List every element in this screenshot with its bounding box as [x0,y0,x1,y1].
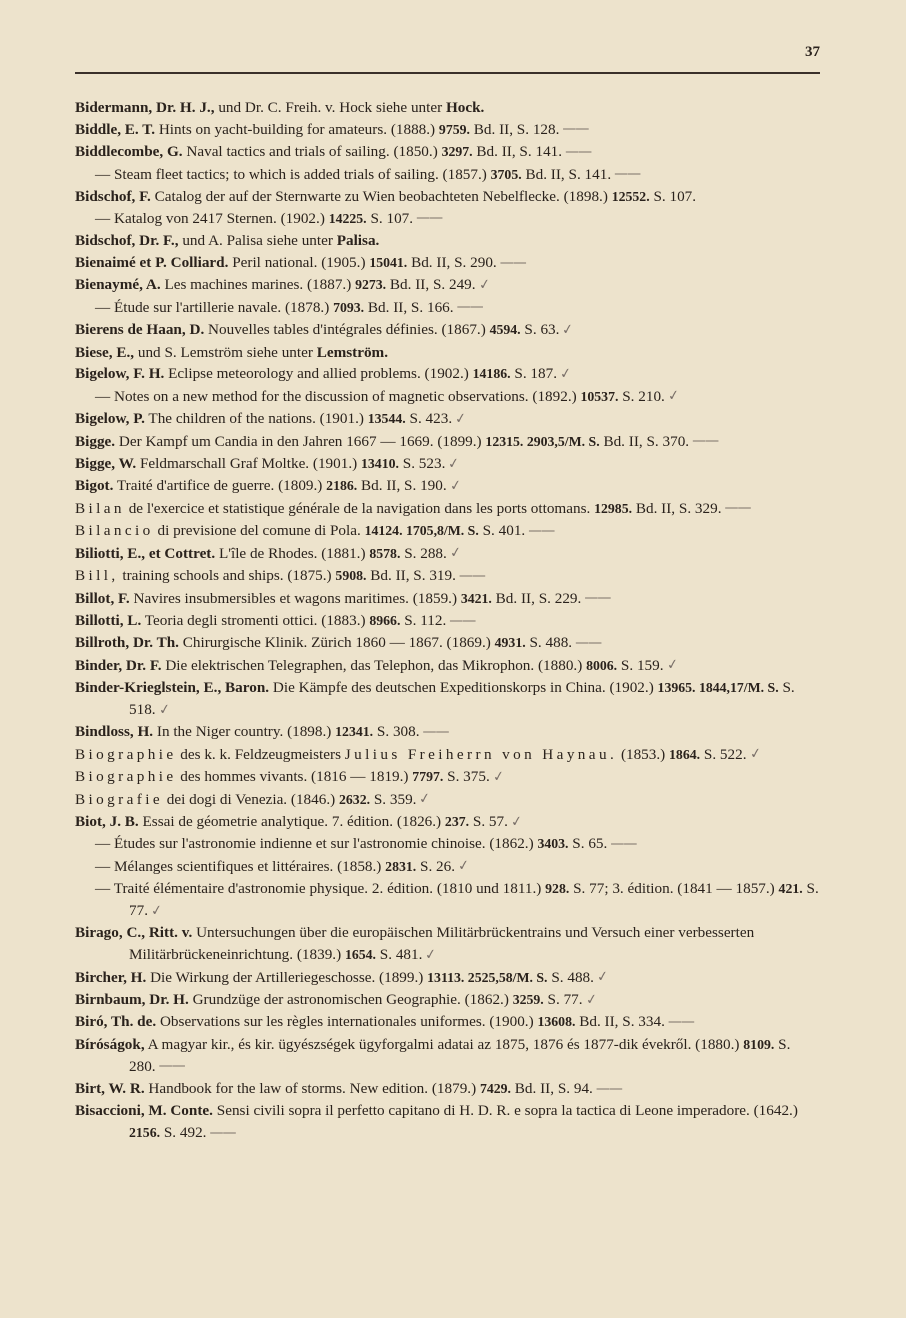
catalog-entry [75,811,820,833]
catalog-entry [75,319,820,341]
entry-number: 13113. [427,969,465,985]
catalog-entry [75,632,820,654]
checkmark-icon: ✓ [595,968,610,986]
entry-location: S. 488. [525,634,573,652]
entry-reference: Lemström. [316,343,388,361]
entry-author: Bigelow, F. H. [75,365,165,383]
entry-author: Bisaccioni, M. Conte. [75,1102,213,1120]
checkmark-icon: ✓ [424,946,439,964]
catalog-entry [75,1034,820,1078]
entry-number: 8006. [586,657,618,673]
entry-title: Traité élémentaire d'astronomie physique. 2. édition. (1810 und 1811.) [110,880,546,898]
entry-title: Nouvelles tables d'intégrales définies. (1867.) [204,321,490,339]
entry-author: Billotti, L. [75,611,142,629]
entry-author: Biliotti, E., et Cottret. [75,544,216,562]
entry-number: 1654. [344,947,376,963]
entry-title: und Dr. C. Freih. v. Hock siehe unter [214,99,446,116]
entry-title: Die Kämpfe des deutschen Expeditionskorps in China. (1902.) [269,679,658,697]
entry-dash: — [95,880,111,898]
entry-location: S. 77. [543,990,583,1008]
checkmark-icon: ✓ [666,387,681,406]
entry-author: Bienaymé, A. [75,276,161,294]
entry-location: Bd. II, S. 141. [521,165,612,183]
entry-number: 7429. [479,1081,511,1096]
entry-number: 12552. [611,189,650,205]
entry-title: Étude sur l'artillerie navale. (1878.) [110,298,334,316]
entry-author: Bienaimé et P. Colliard. [75,254,229,272]
catalog-entries [75,97,820,1145]
catalog-entry [75,1078,820,1100]
entry-location: S. 522. [700,745,747,763]
entry-location: S. 375. [443,768,490,786]
entry-title: Études sur l'astronomie indienne et sur l'astronomie chinoise. (1862.) [110,835,538,853]
entry-location: S. 77. [129,880,819,919]
entry-location: S. 107. [649,188,697,206]
entry-number: 3705. [490,166,522,182]
entry-number: 8578. [369,545,401,561]
entry-title: A magyar kir., és kir. ügyészségek ügyforgalmi adatai az 1875, 1876 és 1877-dik évekről. (1880.) [144,1035,744,1053]
entry-title: In the Niger country. (1898.) [153,723,336,741]
entry-title: Les machines marines. (1887.) [160,276,356,294]
entry-title: Hints on yacht-building for amateurs. (1888.) [155,120,439,138]
entry-author: Bigge, W. [75,455,137,473]
catalog-entry [75,588,820,610]
catalog-entry [75,766,820,788]
entry-author: Biddlecombe, G. [75,143,183,161]
entry-number: 14124. [364,523,403,539]
entry-dash: — [95,165,111,183]
catalog-entry [75,655,820,677]
entry-location: S. 159. [617,656,664,674]
entry-author: Biese, E., [75,343,135,361]
entry-number: 4931. [494,635,526,651]
entry-dash: — [95,857,111,875]
entry-title: Sensi civili sopra il perfetto capitano di H. D. R. e sopra la tactica di Leone imperadore. (1642.) [212,1102,798,1120]
entry-location: S. 65. [568,835,608,853]
entry-title: Feldmarschall Graf Moltke. (1901.) [136,455,361,473]
catalog-entry [75,97,820,119]
catalog-entry [75,186,820,208]
checkmark-icon: ✓ [453,410,468,428]
entry-title: Die elektrischen Telegraphen, das Telephon, das Mikrophon. (1880.) [161,656,587,674]
catalog-entry [75,386,820,408]
pencil-line-icon: —— [416,210,443,227]
catalog-entry [75,1100,820,1144]
entry-title-spaced: Bilancio [75,522,154,540]
entry-title: des k. k. Feldzeugmeisters [176,745,345,763]
entry-location: Bd. II, S. 334. [575,1013,665,1031]
pencil-line-icon: —— [456,299,483,316]
entry-author: Bierens de Haan, D. [75,321,205,339]
entry-shelfmark: 2903,5/M. S. [523,433,600,449]
entry-number: 15041. [369,255,408,271]
pencil-line-icon: —— [209,1124,236,1141]
catalog-entry [75,878,820,922]
entry-author: Birnbaum, Dr. H. [75,990,189,1008]
checkmark-icon: ✓ [477,276,492,294]
entry-author: Billot, F. [75,589,130,607]
entry-number: 237. [444,813,470,829]
catalog-entry [75,342,820,364]
entry-location: S. 77; 3. édition. (1841 — 1857.) [569,880,779,898]
entry-title-spaced: Bill, [75,567,119,585]
entry-number: 1864. [669,746,701,762]
pencil-line-icon: —— [610,835,637,852]
checkmark-icon: ✓ [509,812,524,831]
entry-location: S. 280. [129,1035,791,1075]
pencil-line-icon: —— [724,500,751,517]
entry-location: S. 63. [520,321,560,339]
entry-dash: — [95,298,111,316]
entry-title: The children of the nations. (1901.) [144,410,368,428]
entry-location: S. 288. [400,544,447,562]
catalog-entry [75,252,820,274]
catalog-entry [75,922,820,966]
checkmark-icon: ✓ [491,768,506,786]
checkmark-icon: ✓ [157,700,172,719]
entry-number: 9273. [355,277,387,293]
catalog-entry [75,230,820,252]
pencil-line-icon: —— [562,121,589,138]
entry-location: Bd. II, S. 141. [472,143,563,161]
entry-title: Steam fleet tactics; to which is added trials of sailing. (1857.) [110,165,491,183]
pencil-line-icon: —— [584,590,611,607]
entry-location: S. 57. [469,812,508,830]
catalog-entry [75,789,820,811]
entry-number: 14186. [472,366,511,382]
entry-author: Biot, J. B. [75,812,139,830]
entry-location: Bd. II, S. 128. [469,120,560,138]
entry-author: Billroth, Dr. Th. [75,634,179,652]
entry-title: Catalog der auf der Sternwarte zu Wien beobachteten Nebelflecke. (1898.) [150,188,612,206]
catalog-entry [75,431,820,453]
entry-title: Notes on a new method for the discussion of magnetic observations. (1892.) [110,387,581,405]
entry-location: S. 107. [366,209,414,227]
checkmark-icon: ✓ [748,745,763,764]
checkmark-icon: ✓ [149,901,164,920]
entry-title: Observations sur les règles internationales uniformes. (1900.) [156,1013,538,1031]
pencil-line-icon: —— [422,723,449,740]
entry-reference: Palisa. [336,232,380,250]
entry-title: Naval tactics and trials of sailing. (1850.) [182,143,442,161]
entry-title: Handbook for the law of storms. New edition. (1879.) [144,1080,480,1097]
entry-author: Bíróságok, [75,1035,145,1053]
entry-number: 13544. [367,411,406,427]
catalog-entry [75,744,820,766]
catalog-entry [75,208,820,230]
entry-location: Bd. II, S. 249. [386,276,476,294]
entry-location: S. 518. [129,679,795,718]
entry-number: 13965. [657,680,696,696]
entry-number: 5908. [335,568,367,584]
checkmark-icon: ✓ [418,790,433,808]
entry-location: Bd. II, S. 94. [511,1080,593,1097]
checkmark-icon: ✓ [456,857,471,876]
entry-title: Navires insubmersibles et wagons maritimes. (1859.) [129,589,461,607]
entry-author: Bigelow, P. [75,410,145,428]
entry-number: 12985. [594,500,633,516]
entry-number: 4594. [489,322,521,338]
entry-title: dei dogi di Venezia. (1846.) [162,790,339,808]
entry-author: Birago, C., Ritt. v. [75,924,193,942]
catalog-entry [75,520,820,542]
entry-title-spaced: Bilan [75,499,125,517]
entry-title: Traité d'artifice de guerre. (1809.) [113,477,327,495]
catalog-entry [75,565,820,587]
catalog-entry [75,967,820,989]
entry-title-spaced: Julius Freiherrn von Haynau. [344,745,618,763]
pencil-line-icon: —— [458,567,485,584]
entry-location: S. 210. [618,387,665,405]
pencil-line-icon: —— [499,254,526,271]
entry-number: 2831. [385,858,417,874]
entry-number: 9759. [438,121,470,137]
catalog-entry [75,543,820,565]
checkmark-icon: ✓ [447,454,462,473]
entry-number: 3403. [537,836,569,852]
entry-location: S. 26. [416,857,456,875]
entry-title: Chirurgische Klinik. Zürich 1860 — 1867. (1869.) [178,634,495,652]
entry-number: 3421. [460,590,492,606]
catalog-entry [75,610,820,632]
pencil-line-icon: —— [692,433,719,450]
entry-number: 12315. [485,433,524,449]
catalog-entry [75,408,820,430]
pencil-line-icon: —— [565,143,592,160]
entry-dash: — [95,835,111,853]
entry-title-spaced: Biographie [75,745,177,763]
checkmark-icon: ✓ [448,544,463,563]
entry-title-spaced: Biographie [75,768,177,786]
catalog-entry [75,363,820,385]
entry-location: S. 523. [398,455,446,473]
entry-location: Bd. II, S. 190. [357,477,447,495]
catalog-entry [75,141,820,163]
entry-title: training schools and ships. (1875.) [118,567,336,585]
catalog-entry [75,274,820,296]
checkmark-icon: ✓ [665,656,680,675]
entry-location: S. 401. [478,522,526,540]
checkmark-icon: ✓ [584,990,599,1009]
entry-number: 7797. [412,769,444,785]
entry-number: 3297. [441,144,473,160]
entry-title: Teoria degli stromenti ottici. (1883.) [141,611,370,629]
entry-author: Binder, Dr. F. [75,656,162,674]
entry-shelfmark: 1705,8/M. S. [402,523,479,539]
entry-reference: Hock. [445,99,485,116]
entry-title: Der Kampf um Candia in den Jahren 1667 — 1669. (1899.) [115,432,486,450]
entry-dash: — [95,209,111,227]
entry-number: 14225. [328,210,367,226]
entry-location: S. 481. [376,946,423,964]
entry-number: 7093. [333,299,365,315]
entry-number: 2156. [129,1125,161,1141]
entry-number: 13410. [361,456,399,472]
catalog-entry [75,498,820,520]
entry-author: Birt, W. R. [75,1080,145,1097]
entry-author: Bidschof, Dr. F., [75,232,179,250]
checkmark-icon: ✓ [448,477,463,495]
entry-title: Peril national. (1905.) [228,254,370,272]
pencil-line-icon: —— [449,612,476,629]
pencil-line-icon: —— [575,634,602,651]
page-number: 37 [805,44,820,60]
entry-shelfmark: 1844,17/M. S. [695,680,779,696]
entry-author: Bidermann, Dr. H. J., [75,99,215,116]
pencil-line-icon: —— [158,1058,185,1075]
entry-number: 13608. [537,1014,576,1030]
entry-title: Die Wirkung der Artilleriegeschosse. (1899.) [146,968,428,986]
entry-author: Biró, Th. de. [75,1013,157,1031]
entry-number: 2186. [326,478,358,494]
entry-number: 8109. [743,1036,775,1052]
entry-author: Bidschof, F. [75,188,151,206]
entry-location: S. 187. [510,365,557,383]
entry-title-spaced: Biografie [75,790,163,808]
entry-author: Bigot. [75,477,114,495]
entry-author: Bindloss, H. [75,723,154,741]
catalog-entry [75,475,820,497]
entry-title: Grundzüge der astronomischen Geographie. (1862.) [188,990,513,1008]
entry-number: 8966. [369,612,401,628]
entry-location: S. 423. [405,410,453,428]
catalog-entry [75,1011,820,1033]
entry-number: 3259. [512,991,544,1007]
catalog-entry [75,453,820,475]
entry-location: Bd. II, S. 290. [407,254,497,272]
entry-number: 10537. [580,388,619,404]
pencil-line-icon: —— [528,522,555,539]
pencil-line-icon: —— [614,166,641,183]
entry-title: Untersuchungen über die europäischen Militärbrückentrains und Versuch einer verbesserten Militärbrückeneinrichtung. (1839.) [129,924,755,964]
checkmark-icon: ✓ [558,365,573,383]
catalog-entry [75,856,820,878]
entry-location: Bd. II, S. 370. [599,432,690,450]
entry-location: Bd. II, S. 329. [632,499,722,517]
entry-author: Biddle, E. T. [75,120,156,138]
checkmark-icon: ✓ [561,321,576,339]
entry-title: de l'exercice et statistique générale de la navigation dans les ports ottomans. [124,499,595,517]
entry-dash: — [95,387,111,405]
entry-location: S. 359. [370,790,417,808]
entry-title: L'île de Rhodes. (1881.) [215,544,370,562]
entry-title: des hommes vivants. (1816 — 1819.) [176,768,413,786]
catalog-entry [75,677,820,721]
entry-title: Mélanges scientifiques et littéraires. (1858.) [110,857,386,875]
entry-author: Bigge. [75,432,116,450]
entry-number: 2632. [339,791,371,807]
entry-title: Essai de géometrie analytique. 7. édition. (1826.) [138,812,445,830]
entry-title: di previsione del comune di Pola. [153,522,365,540]
pencil-line-icon: —— [667,1014,694,1030]
catalog-entry [75,989,820,1011]
entry-location: Bd. II, S. 166. [364,298,454,316]
catalog-entry [75,833,820,855]
entry-title: Katalog von 2417 Sternen. (1902.) [110,209,329,227]
entry-author: Bircher, H. [75,968,147,986]
entry-title: (1853.) [617,745,670,763]
header-rule [75,72,820,74]
entry-location: Bd. II, S. 319. [366,567,456,585]
catalog-entry [75,119,820,141]
entry-number: 928. [545,881,570,897]
entry-title: und A. Palisa siehe unter [178,232,337,250]
entry-number: 12341. [335,724,374,740]
catalog-entry [75,721,820,743]
entry-location: S. 492. [160,1124,207,1142]
pencil-line-icon: —— [595,1080,622,1097]
entry-number: 421. [778,881,803,897]
entry-author: Binder-Krieglstein, E., Baron. [75,679,270,697]
entry-shelfmark: 2525,58/M. S. [464,969,548,985]
entry-location: S. 308. [373,723,420,741]
entry-title: und S. Lemström siehe unter [134,343,317,361]
catalog-entry [75,164,820,186]
entry-location: S. 488. [547,968,594,986]
entry-location: Bd. II, S. 229. [491,589,582,607]
entry-title: Eclipse meteorology and allied problems. (1902.) [164,365,473,383]
entry-location: S. 112. [400,611,447,629]
catalog-entry [75,297,820,319]
